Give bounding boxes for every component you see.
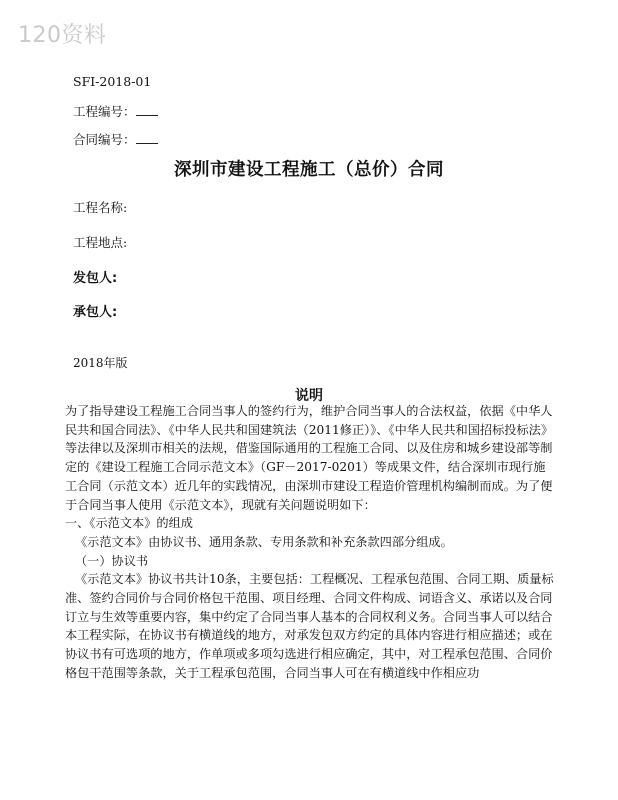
edition: 2018年版 — [73, 356, 128, 370]
doc-code: SFI-2018-01 — [73, 74, 152, 89]
section-heading: 说明 — [295, 388, 323, 404]
employer-label: 发包人: — [73, 271, 118, 286]
project-name-label: 工程名称: — [73, 200, 128, 215]
watermark: 120资料 — [18, 23, 107, 48]
project-location-label: 工程地点: — [73, 235, 128, 250]
document-title: 深圳市建设工程施工（总价）合同 — [174, 160, 444, 180]
agreement-paragraph: 《示范文本》协议书共计10条，主要包括：工程概况、工程承包范围、合同工期、质量标准、签约合同价与合同价格包干范围、项目经理、合同文件构成、词语含义、承诺以及合同订立与生效等重要内容，集中约定了合同当事人基本的合同权利义务。合同当事人可以结合本工程实际，在协议书有横道线的地方，对承发包双方约定的具体内容进行相应描述；或在协议书有可选项的地方，作单项或多项勾选进行相应确定，其中，对工程承包范围、合同价格包干范围等条款，关于工程承包范围，合同当事人可在有横道线中作相应功 — [65, 572, 554, 680]
contract-number-blank — [136, 132, 158, 144]
project-number-label: 工程编号： — [73, 104, 136, 119]
project-number-line — [73, 102, 158, 120]
composition-paragraph: 《示范文本》由协议书、通用条款、专用条款和补充条款四部分组成。 — [75, 534, 453, 549]
document-body — [65, 402, 555, 683]
contract-number-label: 合同编号： — [73, 132, 136, 147]
project-number-blank — [136, 104, 158, 116]
heading-agreement: （一）协议书 — [75, 553, 149, 568]
contractor-label: 承包人: — [73, 305, 118, 320]
intro-paragraph: 为了指导建设工程施工合同当事人的签约行为，维护合同当事人的合法权益，依据《中华人民共和国合同法》、《中华人民共和国建筑法（2011修正）》、《中华人民共和国招标投标法》等法律以及深圳市相关的法规，借鉴国际通用的工程施工合同、以及住房和城乡建设部等制定的《建设工程施工合同示范文本》（GF－2017-0201）等成果文件，结合深圳市现行施工合同（示范文本）近几年的实践情况，由深圳市建设工程造价管理机构编制而成。为了便于合同当事人使用《示范文本》，现就有关问题说明如下： — [65, 404, 554, 512]
heading-composition: 一、《示范文本》的组成 — [65, 516, 193, 531]
contract-number-line — [73, 130, 158, 148]
